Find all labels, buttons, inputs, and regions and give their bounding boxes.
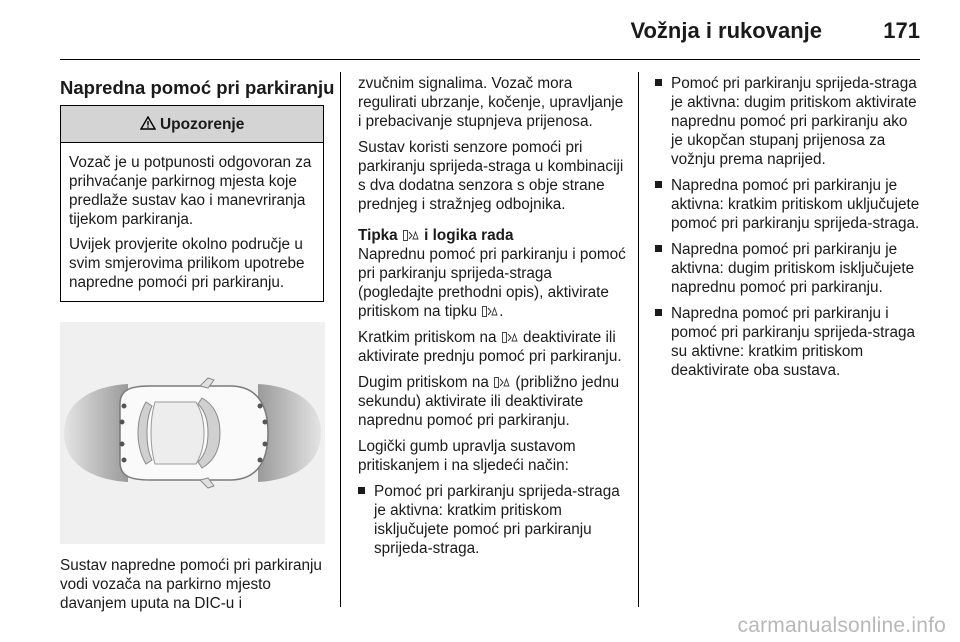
- warning-header: [61, 106, 323, 143]
- page-number: 171: [883, 18, 920, 43]
- car-sensor-illustration: [60, 322, 325, 544]
- watermark: carmanualsonline.info: [737, 614, 946, 637]
- list-item: Napredna pomoć pri parkiranju i pomoć pri parkiranju sprijeda-straga su aktivne: kratkim pritiskom deaktivirate oba sustava.: [655, 304, 923, 380]
- paragraph: Naprednu pomoć pri parkiranju i pomoć pri parkiranju sprijeda-straga (pogledajte prethodni opis), aktivirate pritiskom na tipku .: [358, 246, 626, 320]
- subheading: Tipka i logika rada: [358, 227, 514, 244]
- parking-assist-button-icon: [502, 332, 518, 343]
- column-divider: [340, 72, 341, 607]
- figure-caption: Sustav napredne pomoći pri parkiranju vodi vozača na parkirno mjesto davanjem uputa na DIC-u i: [60, 557, 322, 612]
- parking-assist-button-icon: [494, 377, 510, 388]
- warning-triangle-icon: [140, 116, 160, 133]
- warning-paragraph: Uvijek provjerite okolno područje u svim smjerovima prilikom upotrebe napredne pomoći pri parkiranju.: [69, 236, 305, 291]
- header-rule: [60, 59, 920, 60]
- list-item: Pomoć pri parkiranju sprijeda-straga je aktivna: dugim pritiskom aktivirate naprednu pomoć pri parkiranju ako je ukopčan stupanj prijenosa za vožnju prema naprijed.: [655, 74, 923, 169]
- list-item: Napredna pomoć pri parkiranju je aktivna: kratkim pritiskom uključujete pomoć pri parkiranju sprijeda-straga.: [655, 176, 923, 233]
- paragraph: zvučnim signalima. Vozač mora regulirati ubrzanje, kočenje, upravljanje i prebacivanje stupnjeva prijenosa.: [358, 75, 624, 130]
- list-item: Pomoć pri parkiranju sprijeda-straga je aktivna: kratkim pritiskom isključujete pomoć pri parkiranju sprijeda-straga.: [358, 482, 626, 558]
- warning-box: [60, 105, 324, 302]
- list-item: Napredna pomoć pri parkiranju je aktivna: dugim pritiskom isključujete naprednu pomoć pri parkiranju.: [655, 240, 923, 297]
- column-3: [655, 74, 923, 387]
- parking-assist-button-icon: [482, 306, 498, 317]
- paragraph: Logički gumb upravlja sustavom pritiskanjem i na sljedeći način:: [358, 438, 576, 474]
- column-2: [358, 74, 626, 565]
- warning-paragraph: Vozač je u potpunosti odgovoran za prihvaćanje parkirnog mjesta koje predlaže sustav kao i manevriranja tijekom parkiranja.: [69, 154, 312, 228]
- paragraph: Sustav koristi senzore pomoći pri parkiranju sprijeda-straga u kombinaciji s dva dodatna senzora s obje strane prednjeg i stražnjeg odbojnika.: [358, 139, 624, 213]
- column-1: [60, 74, 335, 620]
- warning-body: [61, 143, 323, 301]
- paragraph: Kratkim pritiskom na deaktivirate ili aktivirate prednju pomoć pri parkiranju.: [358, 329, 622, 365]
- running-header: Vožnja i rukovanje: [630, 18, 822, 43]
- section-title: Napredna pomoć pri parkiranju: [60, 77, 335, 98]
- rear-sensor-zone: [64, 384, 128, 482]
- parking-assist-button-icon: [403, 230, 419, 241]
- warning-label: Upozorenje: [159, 116, 245, 133]
- parking-assist-figure: [60, 322, 325, 544]
- paragraph: Dugim pritiskom na (približno jednu sekundu) aktivirate ili deaktivirate naprednu pomoć pri parkiranju.: [358, 374, 620, 429]
- column-divider: [638, 72, 639, 607]
